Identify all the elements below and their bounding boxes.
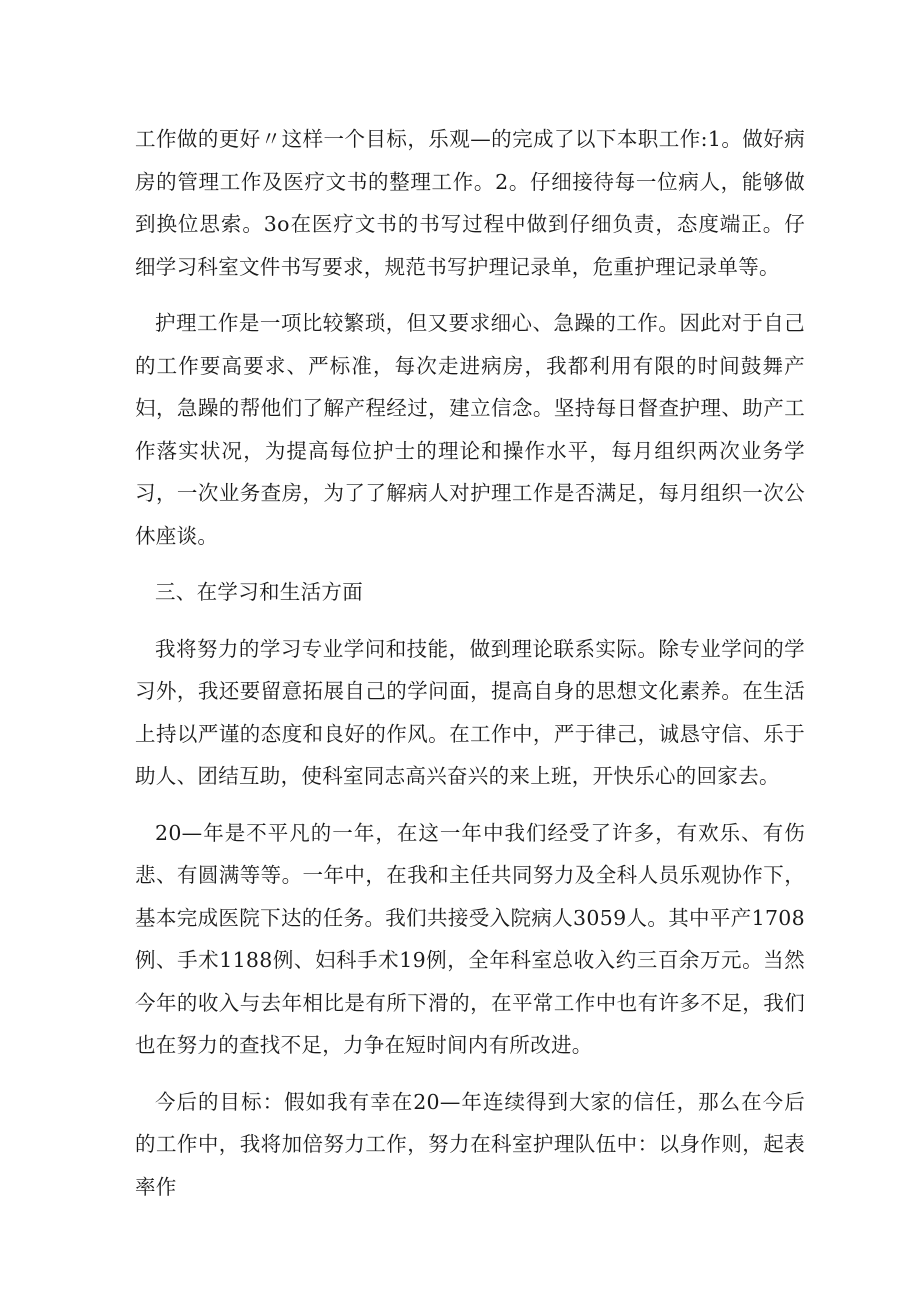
document-body xyxy=(135,118,805,1222)
paragraph-future-goals: 今后的目标：假如我有幸在20—年连续得到大家的信任，那么在今后的工作中，我将加倍努力工作，努力在科室护理队伍中：以身作则，起表率作 xyxy=(135,1089,805,1199)
paragraph-year-summary: 20—年是不平凡的一年，在这一年中我们经受了许多，有欢乐、有伤悲、有圆满等等。一年中，在我和主任共同努力及全科人员乐观协作下，基本完成医院下达的任务。我们共接受入院病人3059人。其中平产1708例、手术1188例、妇科手术19例，全年科室总收入约三百余万元。当然今年的收入与去年相比是有所下滑的，在平常工作中也有许多不足，我们也在努力的查找不足，力争在短时间内有所改进。 xyxy=(135,820,805,1057)
paragraph-nursing-work: 护理工作是一项比较繁琐，但又要求细心、急躁的工作。因此对于自己的工作要高要求、严标准，每次走进病房，我都利用有限的时间鼓舞产妇，急躁的帮他们了解产程经过，建立信念。坚持每日督查护理、助产工作落实状况，为提高每位护士的理论和操作水平，每月组织两次业务学习，一次业务查房，为了了解病人对护理工作是否满足，每月组织一次公休座谈。 xyxy=(135,311,805,548)
paragraph-work-goals: 工作做的更好〃这样一个目标，乐观—的完成了以下本职工作:1。做好病房的管理工作及医疗文书的整理工作。2。仔细接待每一位病人，能够做到换位思索。3o在医疗文书的书写过程中做到仔细负责，态度端正。仔细学习科室文件书写要求，规范书写护理记录单，危重护理记录单等。 xyxy=(135,127,805,279)
section-heading-study-life: 三、在学习和生活方面 xyxy=(155,580,363,604)
paragraph-study: 我将努力的学习专业学问和技能，做到理论联系实际。除专业学问的学习外，我还要留意拓展自己的学问面，提高自身的思想文化素养。在生活上持以严谨的态度和良好的作风。在工作中，严于律己，诚恳守信、乐于助人、团结互助，使科室同志高兴奋兴的来上班，开快乐心的回家去。 xyxy=(135,636,805,788)
